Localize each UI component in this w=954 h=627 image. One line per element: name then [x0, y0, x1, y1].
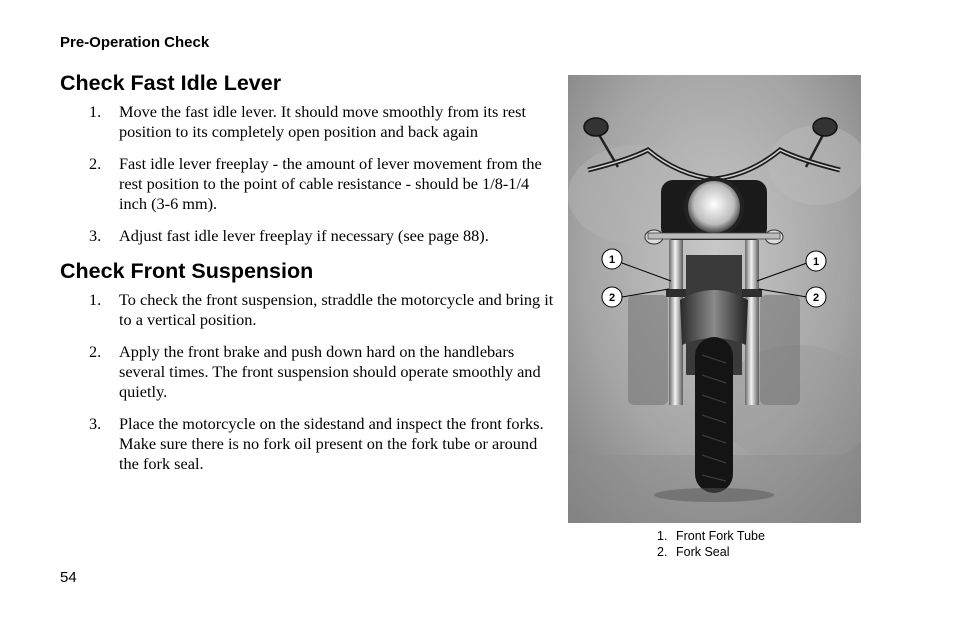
step-text: To check the front suspension, straddle the motorcycle and bring it to a vertical position.: [119, 290, 554, 329]
list-item: [60, 154, 555, 214]
list-item: [60, 102, 555, 142]
step-text: Fast idle lever freeplay - the amount of lever movement from the rest position to the point of cable resistance - should be 1/8-1/4 inch (3-6 mm).: [119, 154, 542, 213]
callout-label: 2: [608, 292, 616, 304]
step-number: 1.: [89, 102, 102, 121]
caption-text: Fork Seal: [676, 545, 730, 559]
step-list-front-suspension: [60, 290, 555, 474]
callout-1-right: [806, 251, 826, 271]
step-list-fast-idle: [60, 102, 555, 246]
callout-1-left: [602, 249, 622, 269]
headlight: [688, 181, 740, 233]
section-front-suspension: [60, 258, 555, 474]
callout-label: 1: [608, 254, 616, 266]
right-fork-seal: [742, 289, 762, 297]
callout-label: 1: [812, 256, 820, 268]
step-number: 2.: [89, 342, 102, 361]
list-item: [657, 528, 765, 544]
step-number: 1.: [89, 290, 102, 309]
left-fork-tube: [669, 240, 683, 405]
front-fender: [680, 290, 748, 345]
step-number: 2.: [89, 154, 102, 173]
step-number: 3.: [89, 226, 102, 245]
left-fork-seal: [666, 289, 686, 297]
figure-caption-list: [657, 528, 765, 560]
caption-number: 1.: [657, 529, 668, 543]
section-title-fast-idle: Check Fast Idle Lever: [60, 71, 282, 95]
list-item: [60, 290, 555, 330]
page-number: 54: [60, 569, 77, 586]
front-tire: [695, 337, 733, 493]
caption-text: Front Fork Tube: [676, 529, 765, 543]
step-text: Move the fast idle lever. It should move smoothly from its rest position to its completely open position and back again: [119, 102, 526, 141]
motorcycle-front-photo: [568, 75, 861, 523]
running-head: Pre-Operation Check: [60, 34, 210, 51]
main-content: [60, 70, 555, 486]
callout-2-left: [602, 287, 622, 307]
callout-2-right: [806, 287, 826, 307]
list-item: [60, 342, 555, 402]
list-item: [60, 226, 555, 246]
caption-number: 2.: [657, 545, 668, 559]
right-fork-tube: [745, 240, 759, 405]
callout-label: 2: [812, 292, 820, 304]
section-title-front-suspension: Check Front Suspension: [60, 259, 314, 283]
step-text: Place the motorcycle on the sidestand and inspect the front forks. Make sure there is no fork oil present on the fork tube or around the fork seal.: [119, 414, 544, 473]
list-item: [60, 414, 555, 474]
step-number: 3.: [89, 414, 102, 433]
list-item: [657, 544, 765, 560]
section-fast-idle-lever: [60, 70, 555, 246]
step-text: Apply the front brake and push down hard on the handlebars several times. The front suspension should operate smoothly and quietly.: [119, 342, 541, 401]
step-text: Adjust fast idle lever freeplay if necessary (see page 88).: [119, 226, 489, 245]
